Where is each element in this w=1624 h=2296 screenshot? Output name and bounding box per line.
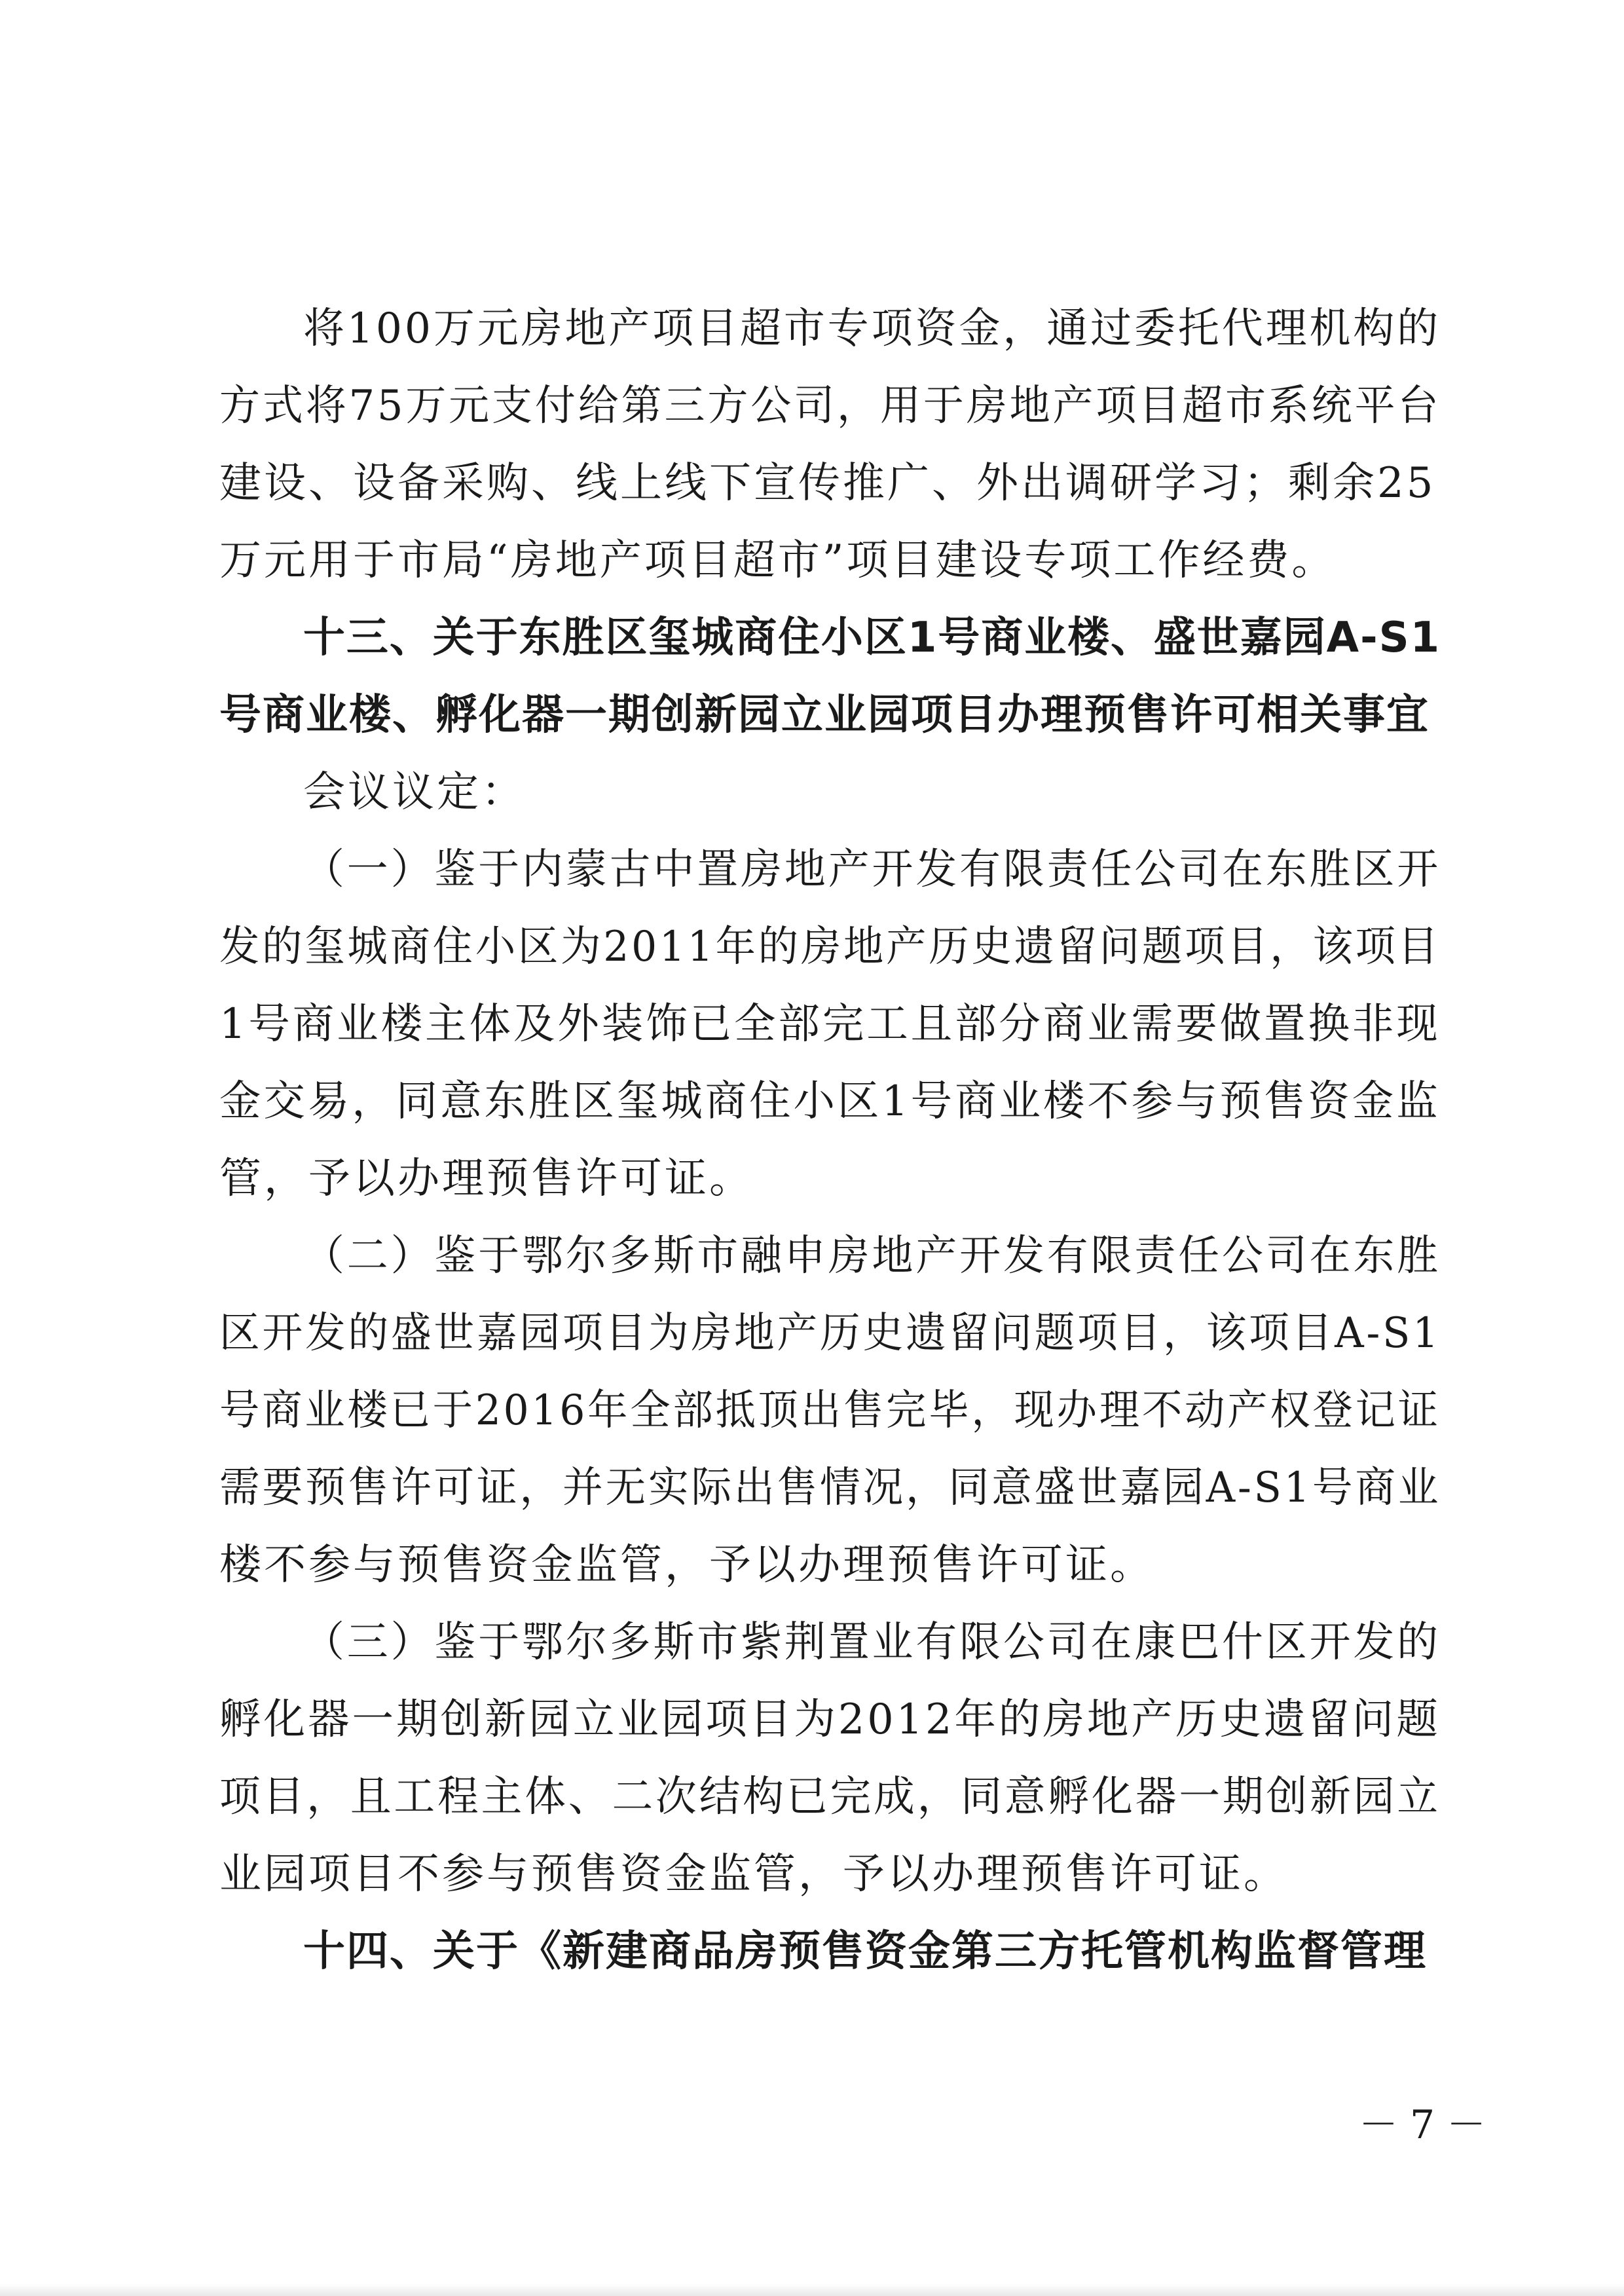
text-line: 号商业楼已于2016年全部抵顶出售完毕，现办理不动产权登记证 [219,1386,1441,1435]
text-line: 发的玺城商住小区为2011年的房地产历史遗留问题项目，该项目 [219,923,1441,971]
text-line: （一）鉴于内蒙古中置房地产开发有限责任公司在东胜区开 [303,845,1441,894]
text-line: 业园项目不参与预售资金监管，予以办理预售许可证。 [219,1850,1288,1898]
text-line: 金交易，同意东胜区玺城商住小区1号商业楼不参与预售资金监 [219,1077,1441,1126]
text-line: 万元用于市局“房地产项目超市”项目建设专项工作经费。 [219,536,1337,585]
text-line: 楼不参与预售资金监管，予以办理预售许可证。 [219,1541,1154,1589]
text-line: 会议议定： [303,768,526,817]
text-line: 管，予以办理预售许可证。 [219,1155,754,1203]
page-number: －7－ [1359,2102,1498,2148]
text-line: 区开发的盛世嘉园项目为房地产历史遗留问题项目，该项目A-S1 [219,1309,1441,1358]
scan-edge [0,2284,1624,2296]
text-line: 需要预售许可证，并无实际出售情况，同意盛世嘉园A-S1号商业 [219,1464,1441,1512]
text-line: （三）鉴于鄂尔多斯市紫荆置业有限公司在康巴什区开发的 [303,1618,1441,1667]
text-line: 方式将75万元支付给第三方公司，用于房地产项目超市系统平台 [219,382,1441,430]
text-line: 建设、设备采购、线上线下宣传推广、外出调研学习；剩余25 [219,459,1436,508]
text-line: 孵化器一期创新园立业园项目为2012年的房地产历史遗留问题 [219,1695,1441,1744]
section-heading-14: 十四、关于《新建商品房预售资金第三方托管机构监督管理 [303,1927,1427,1976]
text-line: 项目，且工程主体、二次结构已完成，同意孵化器一期创新园立 [219,1773,1441,1821]
text-line: 将100万元房地产项目超市专项资金，通过委托代理机构的 [303,305,1441,353]
text-line: （二）鉴于鄂尔多斯市融申房地产开发有限责任公司在东胜 [303,1232,1441,1280]
section-heading-13: 十三、关于东胜区玺城商住小区1号商业楼、盛世嘉园A-S1 [303,614,1441,662]
text-line: 1号商业楼主体及外装饰已全部完工且部分商业需要做置换非现 [219,1000,1441,1048]
section-heading-13-continued: 号商业楼、孵化器一期创新园立业园项目办理预售许可相关事宜 [219,691,1430,739]
